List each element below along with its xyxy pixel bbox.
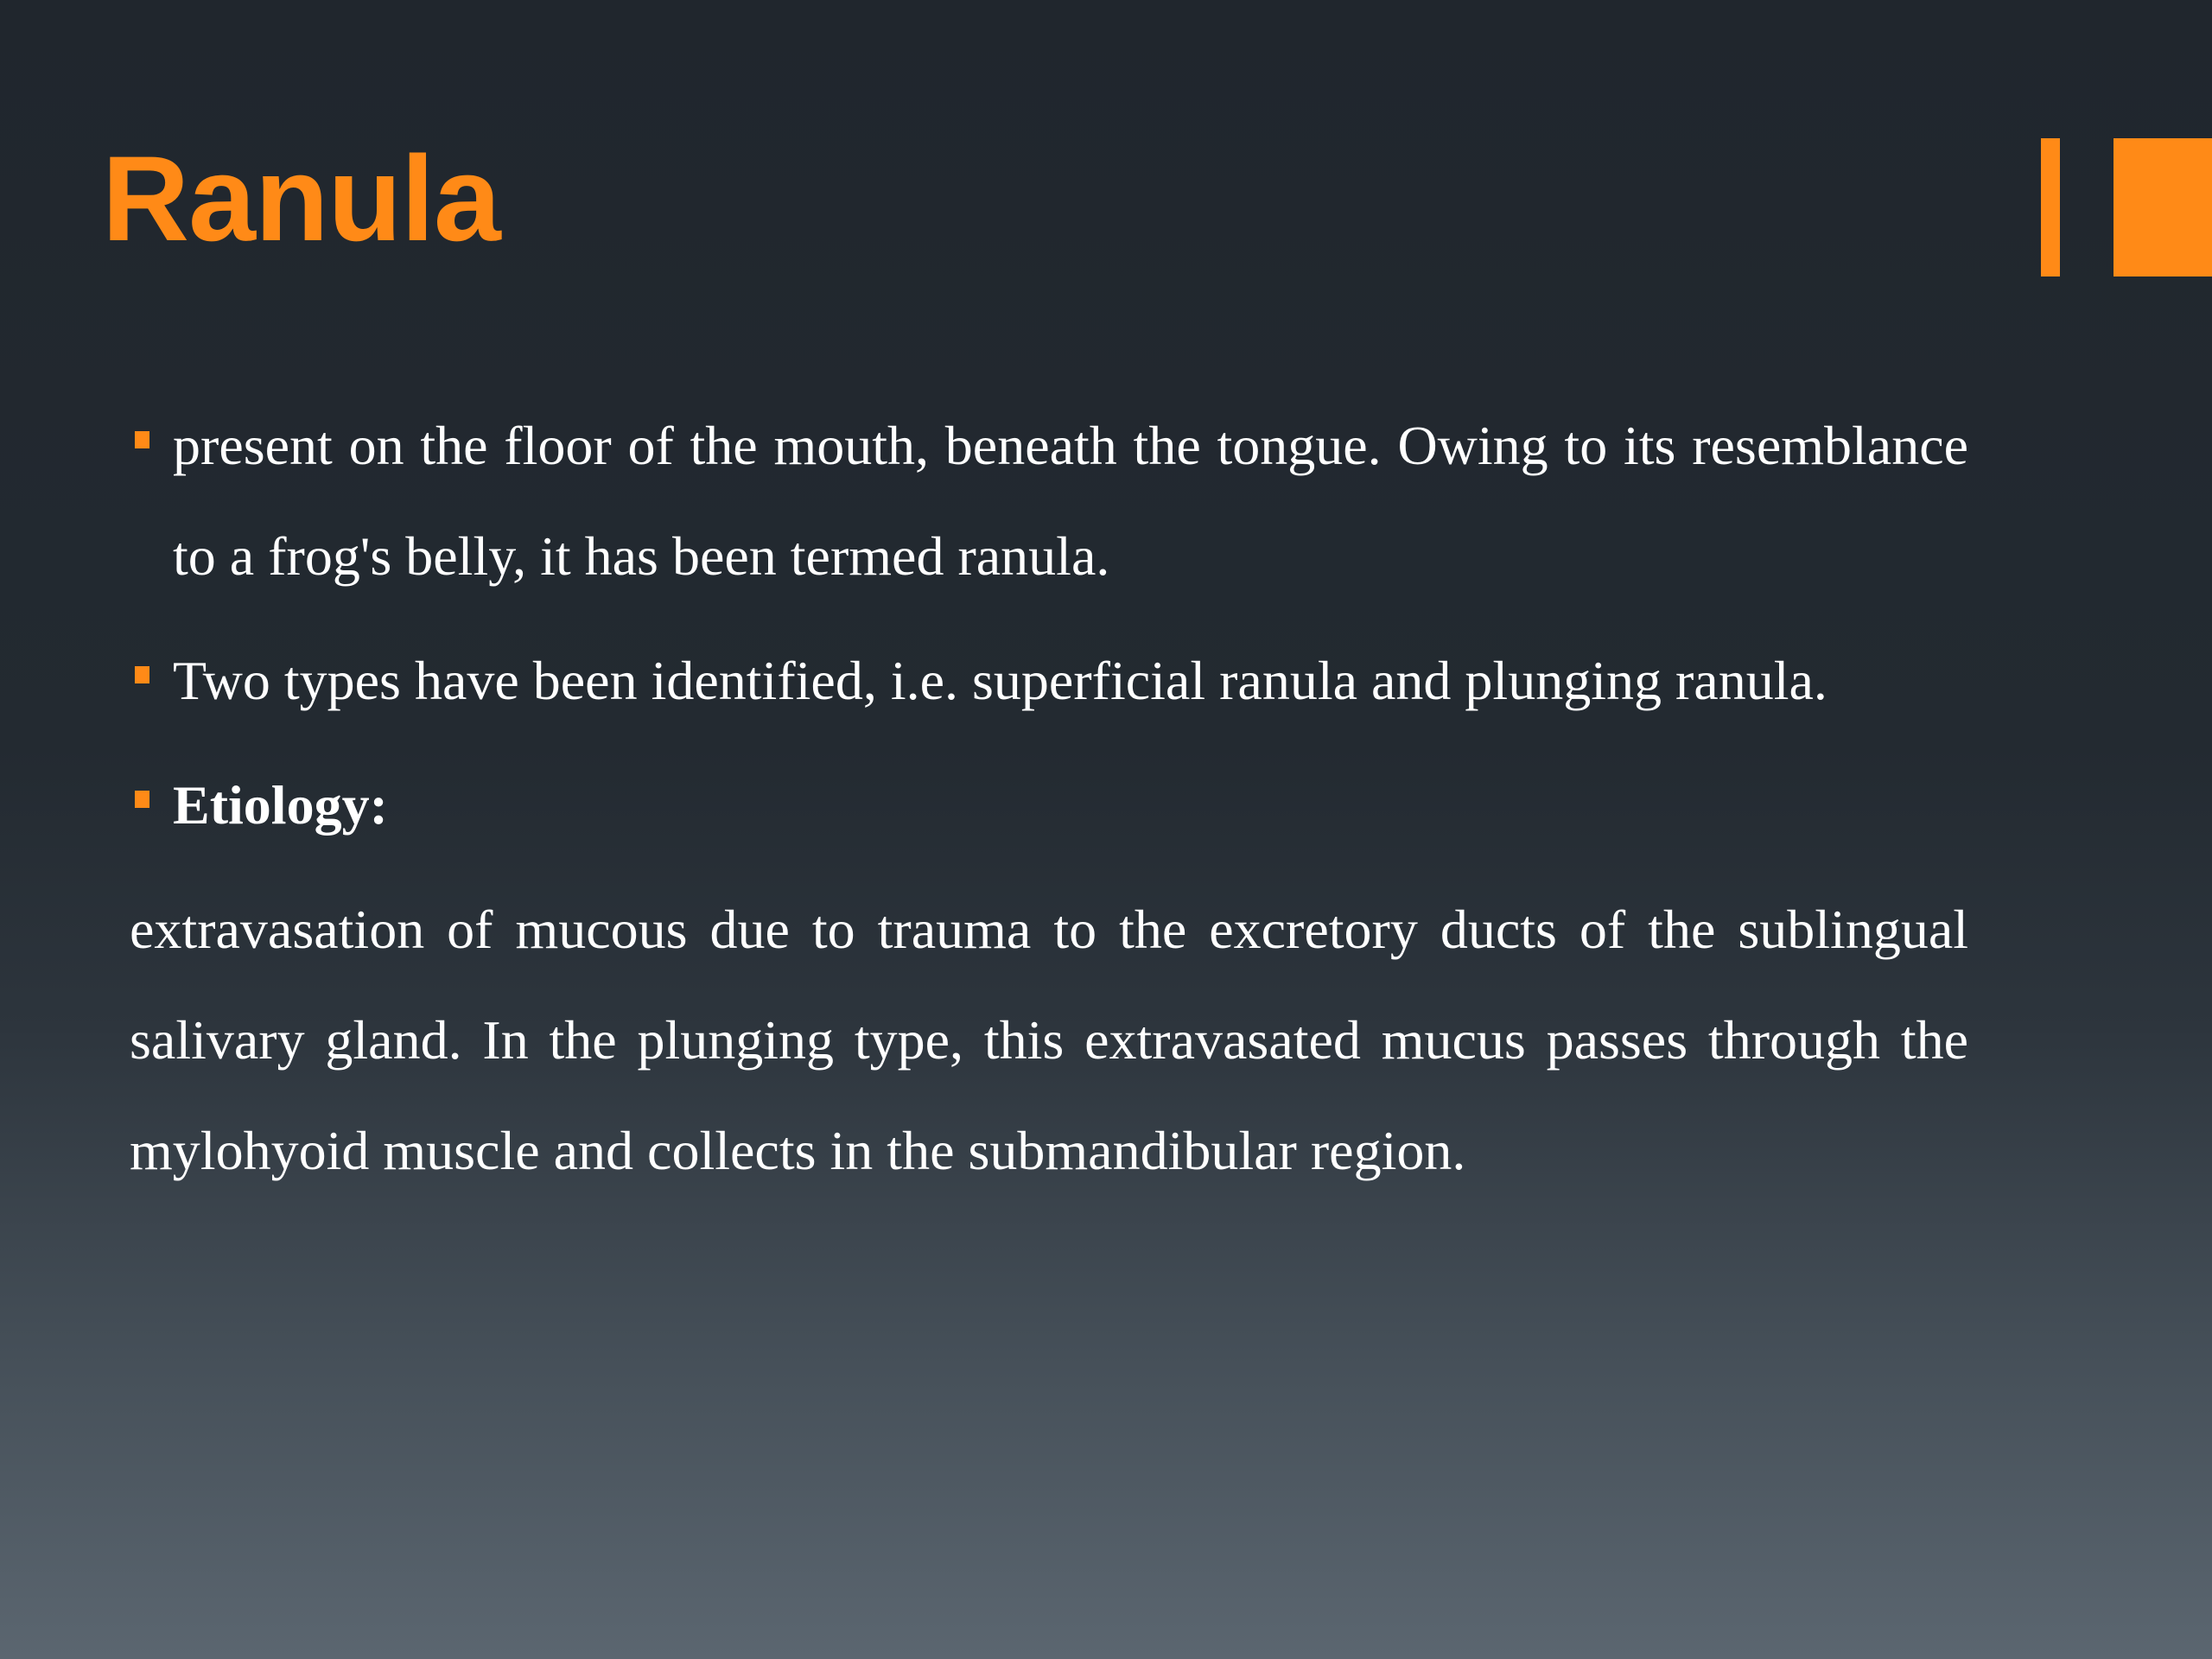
slide-title: Ranula [102, 130, 500, 266]
etiology-paragraph: extravasation of mucous due to trauma to the excretory ducts of the sublingual salivary gland. In the plunging type, this extravasated mucus passes through the mylohyoid muscle and collects in the submandibular region. [130, 899, 1968, 1181]
square-bullet-icon [135, 791, 149, 808]
bullet-item-etiology [130, 750, 1968, 861]
bullet-item-location [130, 391, 1968, 612]
etiology-heading: Etiology: [173, 774, 388, 836]
accent-bar-block [2113, 138, 2212, 276]
square-bullet-icon [135, 666, 149, 683]
bullet-text: Two types have been identified, i.e. superficial ranula and plunging ranula. [173, 650, 1827, 711]
accent-bar-thin [2041, 138, 2060, 276]
bullet-item-types [130, 626, 1968, 736]
square-bullet-icon [135, 431, 149, 448]
slide-content [130, 391, 1968, 1206]
bullet-text: present on the floor of the mouth, beneath the tongue. Owing to its resemblance to a frog's belly, it has been termed ranula. [173, 415, 1968, 587]
